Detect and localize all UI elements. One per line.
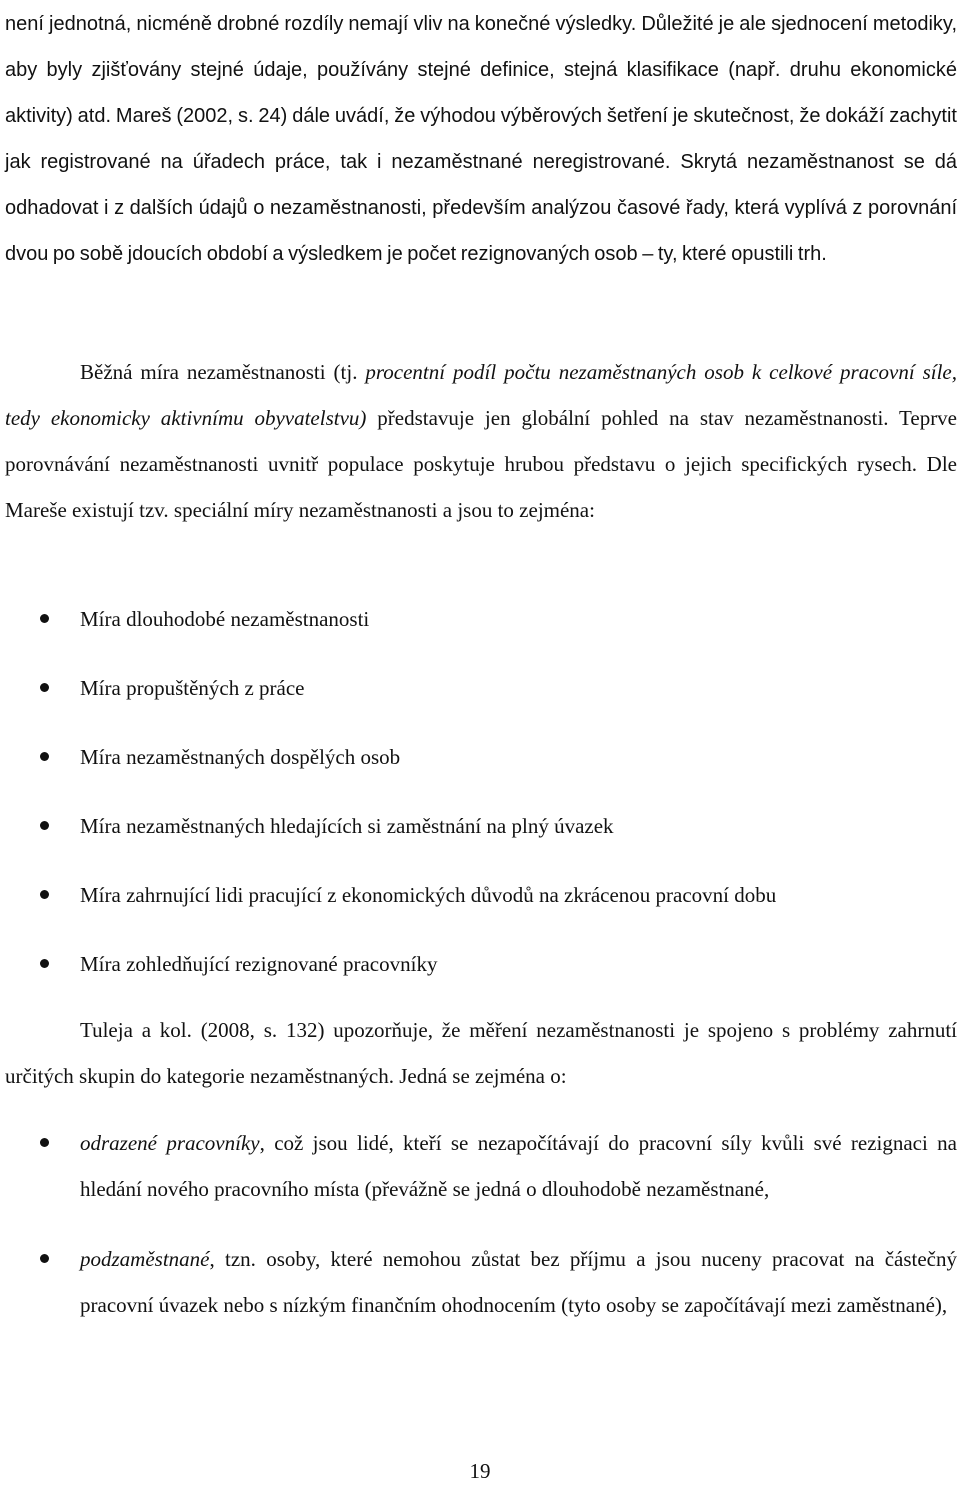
bullet-icon bbox=[40, 683, 49, 692]
bullet-icon bbox=[40, 1254, 49, 1263]
paragraph-general-unemployment-rate bbox=[5, 349, 957, 533]
bullet-icon bbox=[40, 614, 49, 623]
list-item bbox=[0, 734, 957, 803]
problem-categories-list bbox=[0, 1120, 960, 1352]
list-item bbox=[0, 665, 957, 734]
list-item-text: Míra propuštěných z práce bbox=[80, 676, 305, 700]
page-number: 19 bbox=[469, 1459, 491, 1483]
list-item-text: Míra nezaměstnaných dospělých osob bbox=[80, 745, 401, 769]
list-item bbox=[0, 1236, 957, 1328]
category-description: , což jsou lidé, kteří se nezapočítávají do pracovní síly kvůli své rezignaci na hledání nového pracovního místa (převážně se jedná o dlouhodobě nezaměstnané, bbox=[80, 1131, 957, 1201]
bullet-icon bbox=[40, 1138, 49, 1147]
category-term: podzaměstnané bbox=[80, 1247, 210, 1271]
list-item bbox=[0, 872, 957, 941]
bullet-icon bbox=[40, 752, 49, 761]
paragraph-text: Běžná míra nezaměstnanosti (tj. bbox=[80, 360, 366, 384]
special-rates-list bbox=[0, 596, 960, 1010]
paragraph-text: představuje jen globální pohled na stav nezaměstnanosti. Teprve porovnávání nezaměstnanosti uvnitř populace poskytuje hrubou představu o jejich specifických rysech. Dle Mareše existují tzv. speciální míry nezaměstnanosti a jsou to zejména: bbox=[5, 406, 958, 522]
list-item bbox=[0, 1120, 957, 1212]
bullet-icon bbox=[40, 821, 49, 830]
list-item-text bbox=[80, 1120, 957, 1212]
bullet-icon bbox=[40, 959, 49, 968]
paragraph-measurement-problems: Tuleja a kol. (2008, s. 132) upozorňuje, že měření nezaměstnanosti je spojeno s problémy zahrnutí určitých skupin do kategorie nezaměstnaných. Jedná se zejména o: bbox=[5, 1018, 957, 1088]
paragraph-unemployment-survey: není jednotná, nicméně drobné rozdíly nemají vliv na konečné výsledky. Důležité je ale sjednocení metodiky, aby byly zjišťovány stejné údaje, používány stejné definice, stejná klasifikace (např. druhu ekonomické aktivity) atd. Mareš (2002, s. 24) dále uvádí, že výhodou výběrových šetření je skutečnost, že dokáží zachytit jak registrované na úřadech práce, tak i nezaměstnané neregistrované. Skrytá nezaměstnanost se dá odhadovat i z dalších údajů o nezaměstnanosti, především analýzou časové řady, která vyplívá z porovnání dvou po sobě jdoucích období a výsledkem je počet rezignovaných osob – ty, které opustili trh. bbox=[5, 13, 957, 265]
list-item bbox=[0, 803, 957, 872]
list-item-text: Míra zohledňující rezignované pracovníky bbox=[80, 952, 438, 976]
bullet-icon bbox=[40, 890, 49, 899]
list-item bbox=[0, 941, 957, 1010]
list-item bbox=[0, 596, 957, 665]
category-description: , tzn. osoby, které nemohou zůstat bez příjmu a jsou nuceny pracovat na částečný pracovní úvazek nebo s nízkým finančním ohodnocením (tyto osoby se započítávají mezi zaměstnané), bbox=[80, 1247, 957, 1317]
category-term: odrazené pracovníky bbox=[80, 1131, 260, 1155]
list-item-text: Míra zahrnující lidi pracující z ekonomických důvodů na zkrácenou pracovní dobu bbox=[80, 883, 777, 907]
list-item-text: Míra dlouhodobé nezaměstnanosti bbox=[80, 607, 370, 631]
definition-italic: procentní podíl počtu nezaměstnaných osob k celkové pracovní síle, tedy ekonomicky aktivnímu obyvatelstvu) bbox=[5, 360, 957, 430]
list-item-text: Míra nezaměstnaných hledajících si zaměstnání na plný úvazek bbox=[80, 814, 614, 838]
list-item-text bbox=[80, 1236, 957, 1328]
